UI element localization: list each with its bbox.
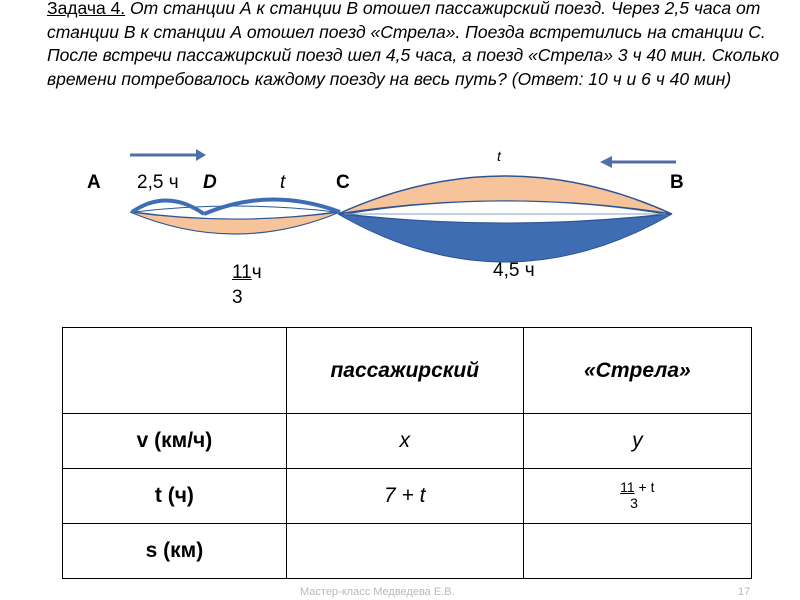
station-b-label: В [670,172,684,193]
cell-passenger-distance [286,524,523,579]
table-header-strela: «Стрела» [523,328,751,414]
table-header-empty [63,328,287,414]
arrow-right-head [196,149,206,161]
station-a-label: А [87,172,101,193]
footer-text: Мастер-класс Медведева Е.В. [300,586,455,598]
t-left-label: t [280,172,286,193]
right-time-label: 4,5 ч [493,260,535,281]
station-d-label: D [203,172,217,193]
table-header-passenger: пассажирский [286,328,523,414]
cell-strela-distance [523,524,751,579]
arrow-left-head [600,156,612,168]
cell-passenger-time: 7 + t [286,469,523,524]
table-row [63,469,752,524]
fraction-numerator: 11 [232,262,252,283]
table-row [63,414,752,469]
strela-frac-plus: + t [634,478,655,495]
strela-frac-den: 3 [630,494,638,511]
row-label-time: t (ч) [63,469,287,524]
data-table [62,327,752,579]
page-number: 17 [738,586,751,598]
station-c-label: С [336,172,350,193]
table-row [63,524,752,579]
cell-strela-time [523,469,751,524]
fraction-denominator: 3 [232,287,243,308]
delay-label: 2,5 ч [137,172,179,193]
t-top-label: t [497,148,501,164]
problem-body: От станции А к станции В отошел пассажирский поезд. Через 2,5 часа от станции В к станции А отошел поезд «Стрела». Поезда встретились на станции С. После встречи пассажирский поезд шел 4,5 часа, а поезд «Стрела» 3 ч 40 мин. Сколько времени потребовалось каждому поезду на весь путь? (Ответ: 10 ч и 6 ч 40 мин) [47,0,780,89]
row-label-distance: s (км) [63,524,287,579]
cell-passenger-speed: x [286,414,523,469]
fraction-11-3 [232,260,262,310]
strela-frac-num: 11 [620,478,635,495]
row-label-speed: v (км/ч) [63,414,287,469]
table-header-row [63,328,752,414]
problem-heading: Задача 4. [47,0,126,18]
strela-time-fraction [620,479,654,511]
fraction-unit: ч [251,262,262,283]
cell-strela-speed: y [523,414,751,469]
